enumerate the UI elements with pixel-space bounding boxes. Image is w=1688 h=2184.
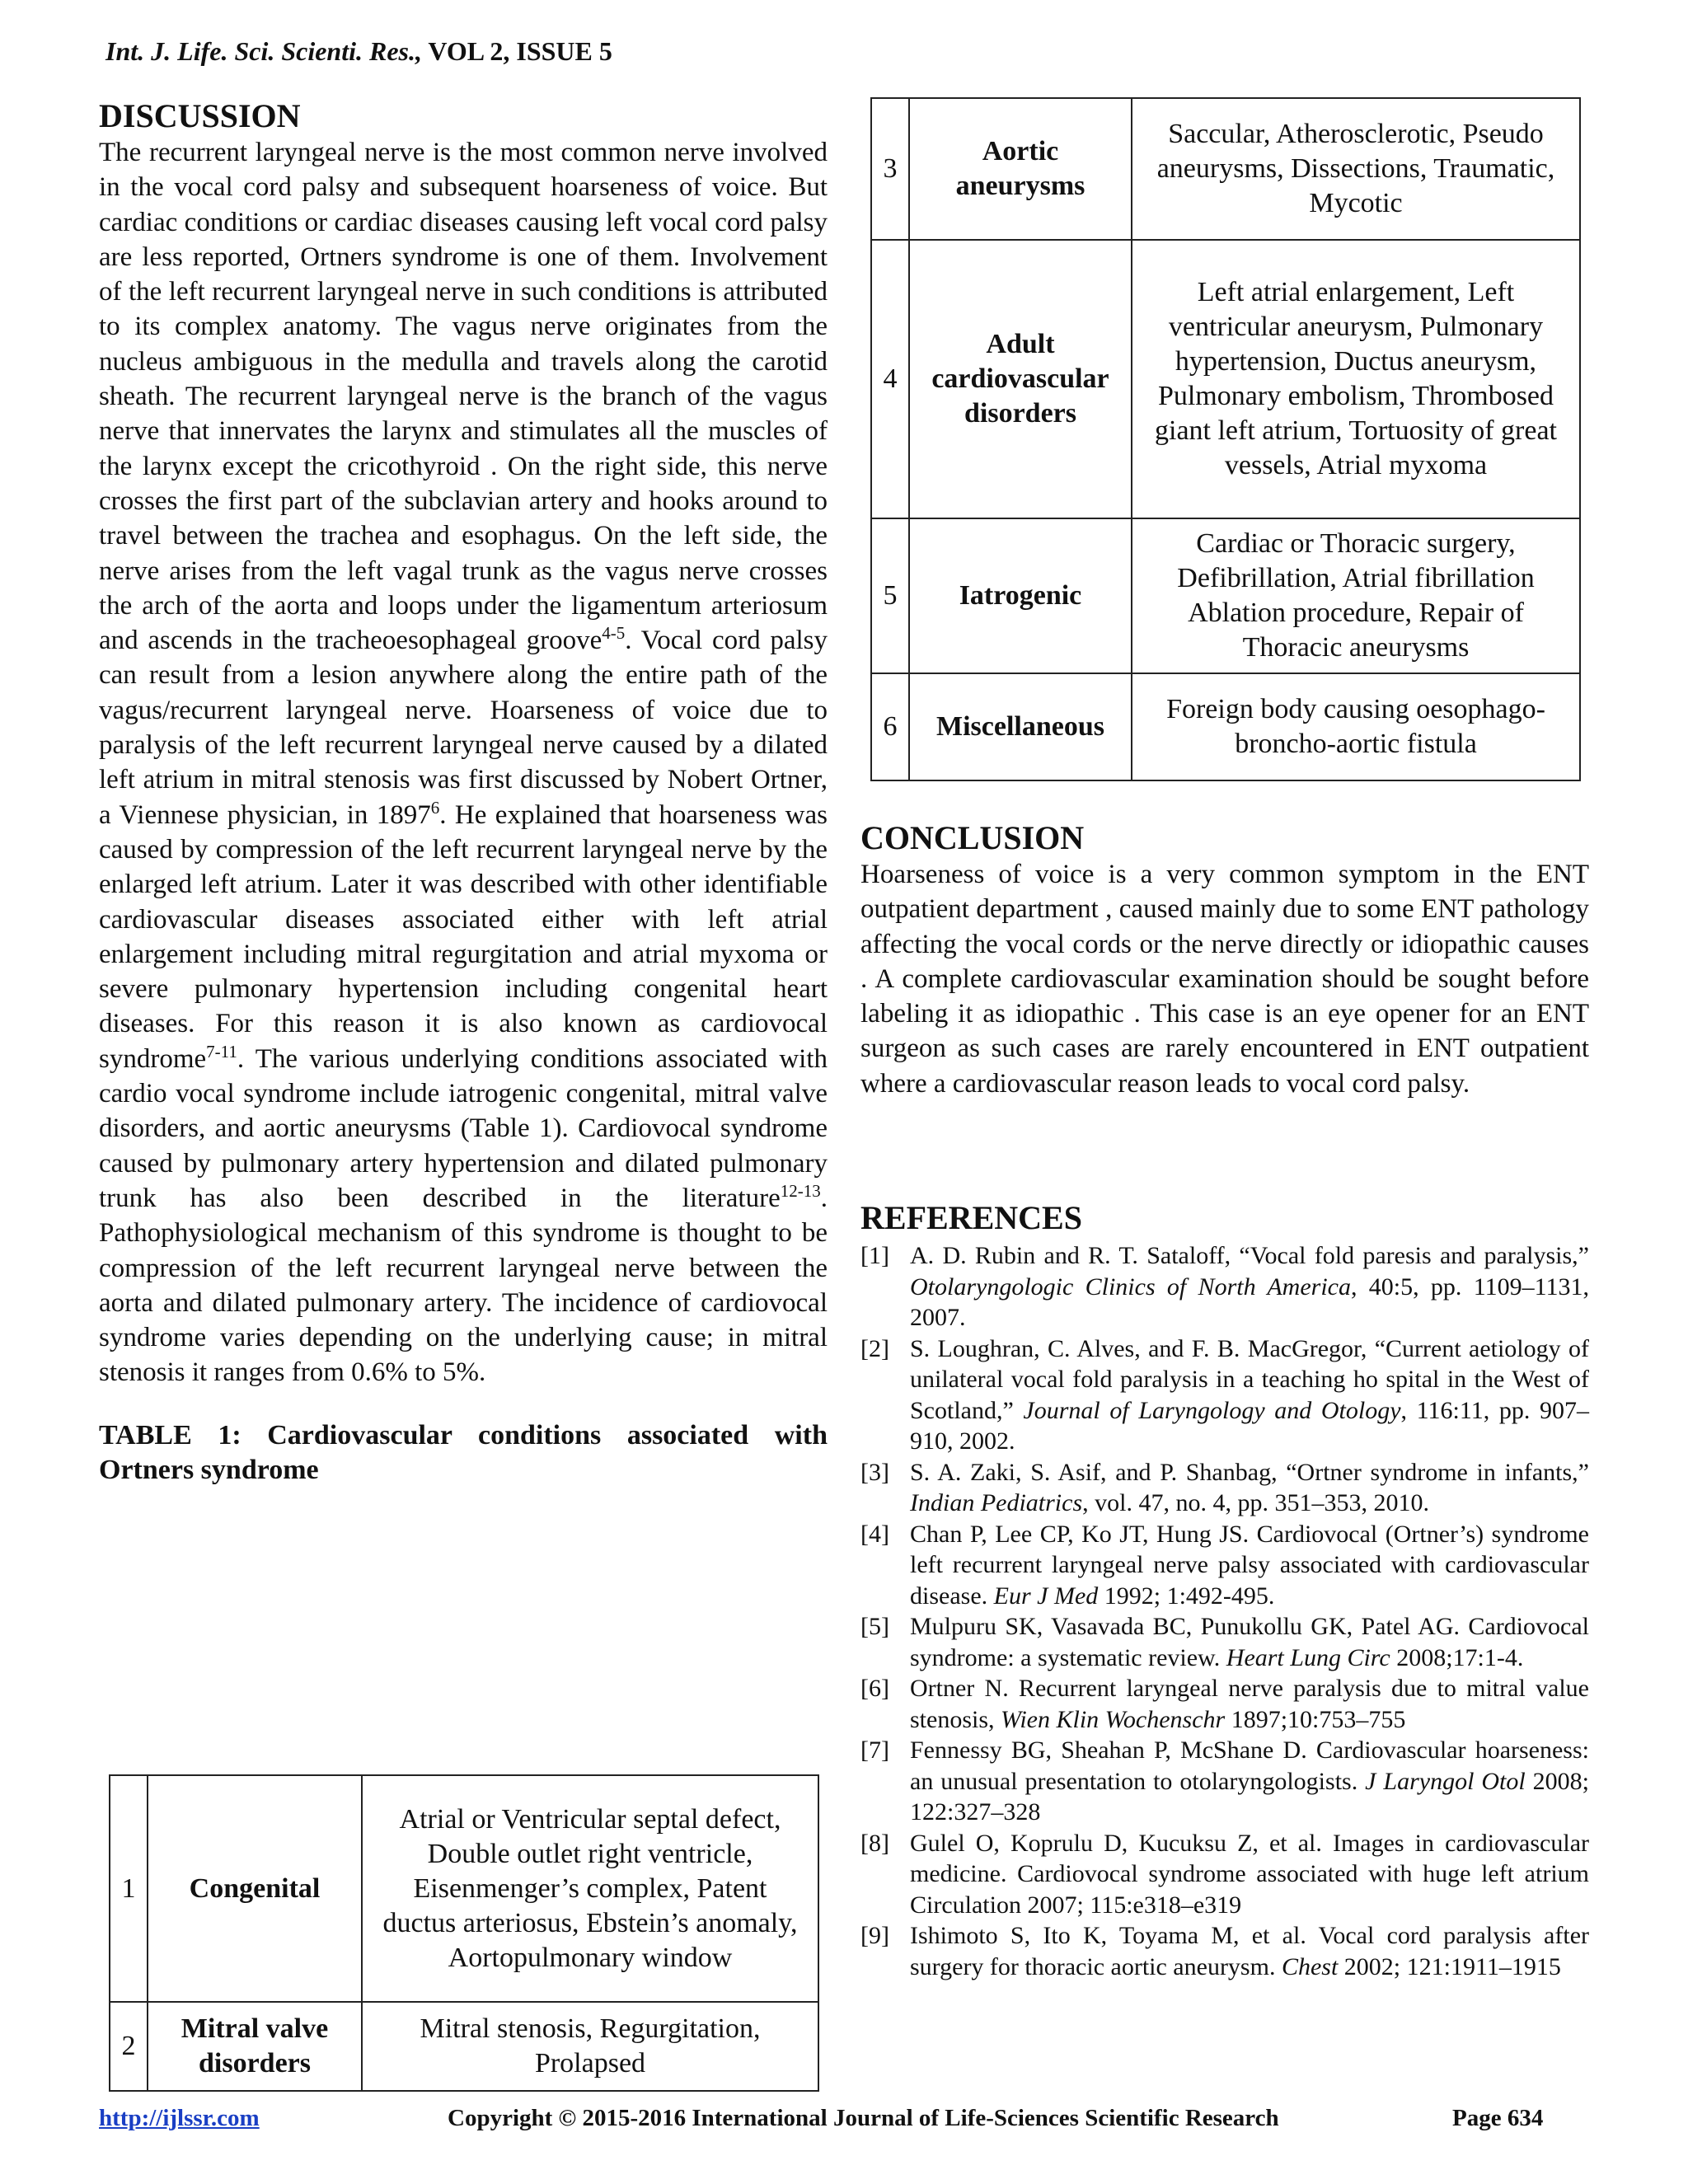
reference-journal: Eur J Med <box>993 1582 1099 1610</box>
reference-item <box>860 1673 1589 1735</box>
reference-text: S. A. Zaki, S. Asif, and P. Shanbag, “Ortner syndrome in infants,” <box>910 1458 1589 1486</box>
row-category: Adult cardiovascular disorders <box>909 240 1132 518</box>
reference-item <box>860 1333 1589 1457</box>
reference-item <box>860 1240 1589 1333</box>
reference-number: [1] <box>860 1242 889 1269</box>
discussion-text-2: . Vocal cord palsy can result from a lesion anywhere along the entire path of the vagus/recurrent laryngeal nerve. Hoarseness of voice due to paralysis of the left recurrent laryngeal nerve caused by a dilated left atrium in mitral stenosis was first discussed by Nobert Ortner, a Viennese physician, in 1897 <box>99 626 828 830</box>
row-conditions: Foreign body causing oesophago-broncho-aortic fistula <box>1132 673 1580 780</box>
discussion-text-4: . The various underlying conditions associated with cardio vocal syndrome include iatrogenic congenital, mitral valve disorders, and aortic aneurysms (Table 1). Cardiovocal syndrome caused by pulmonary artery hypertension and dilated pulmonary trunk has also been described in the literature <box>99 1043 828 1213</box>
references-section <box>860 1199 1589 1982</box>
reference-number: [4] <box>860 1520 889 1548</box>
reference-details: 1897;10:753–755 <box>1225 1705 1406 1733</box>
row-category: Congenital <box>148 1775 362 2002</box>
citation-12-13: 12-13 <box>780 1180 821 1201</box>
reference-number: [6] <box>860 1675 889 1702</box>
reference-text: Ortner N. Recurrent laryngeal nerve paralysis due to mitral value stenosis, <box>910 1675 1589 1733</box>
volume-issue: VOL 2, ISSUE 5 <box>422 36 612 66</box>
reference-text: Mulpuru SK, Vasavada BC, Punukollu GK, Patel AG. Cardiovocal syndrome: a systematic review. <box>910 1613 1589 1671</box>
conclusion-paragraph: Hoarseness of voice is a very common symptom in the ENT outpatient department , caused mainly due to some ENT pathology affecting the vocal cords or the nerve directly or idiopathic causes . A complete cardiovascular examination should be sought before labeling it as idiopathic . This case is an eye opener for an ENT surgeon as such cases are rarely encountered in ENT outpatient where a cardiovascular reason leads to vocal cord palsy. <box>860 860 1589 1099</box>
reference-number: [5] <box>860 1613 889 1640</box>
row-category: Miscellaneous <box>909 673 1132 780</box>
running-header <box>106 36 612 67</box>
table-row <box>871 98 1580 240</box>
page-number: Page 634 <box>1452 2105 1544 2131</box>
row-number: 4 <box>871 240 909 518</box>
reference-details: 2008; 122:327–328 <box>910 1767 1589 1825</box>
row-number: 6 <box>871 673 909 780</box>
reference-text: Gulel O, Koprulu D, Kucuksu Z, et al. Images in cardiovascular medicine. Cardiovocal syndrome associated with huge left atrium Circulation 2007; 115:e318–e319 <box>910 1829 1589 1919</box>
references-list <box>860 1240 1589 1982</box>
reference-journal: Indian Pediatrics <box>910 1489 1083 1516</box>
reference-number: [3] <box>860 1458 889 1486</box>
reference-journal: Heart Lung Circ <box>1226 1643 1390 1671</box>
reference-text: A. D. Rubin and R. T. Sataloff, “Vocal fold paresis and paralysis,” <box>910 1242 1589 1269</box>
reference-number: [2] <box>860 1334 889 1362</box>
reference-details: , vol. 47, no. 4, pp. 351–353, 2010. <box>1082 1489 1429 1516</box>
reference-details: 2008;17:1-4. <box>1390 1643 1524 1671</box>
reference-details: 1992; 1:492-495. <box>1098 1582 1275 1610</box>
discussion-paragraph <box>99 135 828 1390</box>
table-row <box>871 240 1580 518</box>
reference-journal: Wien Klin Wochenschr <box>1001 1705 1226 1733</box>
reference-item <box>860 1457 1589 1519</box>
reference-item <box>860 1920 1589 1982</box>
reference-journal: Otolaryngologic Clinics of North America <box>910 1272 1351 1301</box>
reference-details: , 116:11, pp. 907–910, 2002. <box>910 1396 1589 1455</box>
row-category: Iatrogenic <box>909 518 1132 673</box>
reference-number: [7] <box>860 1736 889 1764</box>
reference-details: , 40:5, pp. 1109–1131, 2007. <box>910 1272 1590 1331</box>
reference-details: 2002; 121:1911–1915 <box>1338 1952 1561 1980</box>
table-row <box>110 1775 818 2002</box>
conditions-table-part-1 <box>109 1774 819 2092</box>
reference-text: S. Loughran, C. Alves, and F. B. MacGregor, “Current aetiology of unilateral vocal fold paralysis in a teaching ho spital in the West of Scotland,” <box>910 1334 1589 1424</box>
conclusion-section <box>860 819 1589 1101</box>
table-row <box>110 2002 818 2091</box>
reference-item <box>860 1735 1589 1828</box>
reference-number: [9] <box>860 1922 889 1949</box>
row-category: Mitral valve disorders <box>148 2002 362 2091</box>
row-conditions: Saccular, Atherosclerotic, Pseudo aneurysms, Dissections, Traumatic, Mycotic <box>1132 98 1580 240</box>
conditions-table-part-2 <box>870 97 1581 781</box>
discussion-text-5: . Pathophysiological mechanism of this syndrome is thought to be compression of the left recurrent laryngeal nerve between the aorta and dilated pulmonary artery. The incidence of cardiovocal syndrome varies depending on the underlying cause; in mitral stenosis it ranges from 0.6% to 5%. <box>99 1183 828 1388</box>
table-caption: TABLE 1: Cardiovascular conditions associated with Ortners syndrome <box>99 1419 828 1485</box>
conclusion-heading: CONCLUSION <box>860 819 1085 856</box>
references-heading: REFERENCES <box>860 1199 1082 1236</box>
row-category: Aortic aneurysms <box>909 98 1132 240</box>
citation-6: 6 <box>430 797 440 818</box>
row-conditions: Mitral stenosis, Regurgitation, Prolapsed <box>362 2002 818 2091</box>
row-number: 1 <box>110 1775 148 2002</box>
discussion-heading: DISCUSSION <box>99 97 301 134</box>
row-number: 3 <box>871 98 909 240</box>
journal-abbrev: Int. J. Life. Sci. Scienti. Res., <box>106 36 422 66</box>
reference-text: Chan P, Lee CP, Ko JT, Hung JS. Cardiovocal (Ortner’s) syndrome left recurrent laryngeal nerve palsy associated with cardiovascular disease. <box>910 1520 1589 1610</box>
journal-website-link[interactable]: http://ijlssr.com <box>99 2105 260 2131</box>
row-conditions: Atrial or Ventricular septal defect, Double outlet right ventricle, Eisenmenger’s complex, Patent ductus arteriosus, Ebstein’s anomaly, Aortopulmonary window <box>362 1775 818 2002</box>
reference-journal: J Laryngol Otol <box>1365 1767 1526 1795</box>
copyright-notice: Copyright © 2015-2016 International Journal of Life-Sciences Scientific Research <box>448 2105 1279 2131</box>
row-number: 2 <box>110 2002 148 2091</box>
row-conditions: Left atrial enlargement, Left ventricular aneurysm, Pulmonary hypertension, Ductus aneurysm, Pulmonary embolism, Thrombosed giant left atrium, Tortuosity of great vessels, Atrial myxoma <box>1132 240 1580 518</box>
reference-text: Fennessy BG, Sheahan P, McShane D. Cardiovascular hoarseness: an unusual presentation to otolaryngologists. <box>910 1736 1589 1795</box>
table-row <box>871 673 1580 780</box>
citation-4-5: 4-5 <box>602 623 626 644</box>
discussion-text-3: . He explained that hoarseness was caused by compression of the left recurrent laryngeal nerve by the enlarged left atrium. Later it was described with other identifiable cardiovascular diseases associated either with left atrial enlargement including mitral regurgitation and atrial myxoma or severe pulmonary hypertension including congenital heart diseases. For this reason it is also known as cardiovocal syndrome <box>99 799 828 1074</box>
discussion-text-1: The recurrent laryngeal nerve is the most common nerve involved in the vocal cord palsy and subsequent hoarseness of voice. But cardiac conditions or cardiac diseases causing left vocal cord palsy are less reported, Ortners syndrome is one of them. Involvement of the left recurrent laryngeal nerve in such conditions is attributed to its complex anatomy. The vagus nerve originates from the nucleus ambiguous in the medulla and travels along the carotid sheath. The recurrent laryngeal nerve is the branch of the vagus nerve that innervates the larynx and stimulates all the muscles of the larynx except the cricothyroid . On the right side, this nerve crosses the first part of the subclavian artery and hooks around to travel between the trachea and esophagus. On the left side, the nerve arises from the left vagal trunk as the vagus nerve crosses the arch of the aorta and loops under the ligamentum arteriosum and ascends in the tracheoesophageal groove <box>99 138 828 656</box>
row-conditions: Cardiac or Thoracic surgery, Defibrillation, Atrial fibrillation Ablation procedure, Repair of Thoracic aneurysms <box>1132 518 1580 673</box>
reference-item <box>860 1519 1589 1612</box>
reference-journal: Journal of Laryngology and Otology <box>1023 1396 1401 1424</box>
table-row <box>871 518 1580 673</box>
left-column <box>99 97 828 1488</box>
row-number: 5 <box>871 518 909 673</box>
reference-number: [8] <box>860 1829 889 1857</box>
citation-7-11: 7-11 <box>206 1041 237 1062</box>
reference-item <box>860 1611 1589 1673</box>
reference-text: Ishimoto S, Ito K, Toyama M, et al. Vocal cord paralysis after surgery for thoracic aortic aneurysm. <box>910 1922 1589 1980</box>
reference-journal: Chest <box>1281 1952 1339 1980</box>
reference-item <box>860 1828 1589 1921</box>
